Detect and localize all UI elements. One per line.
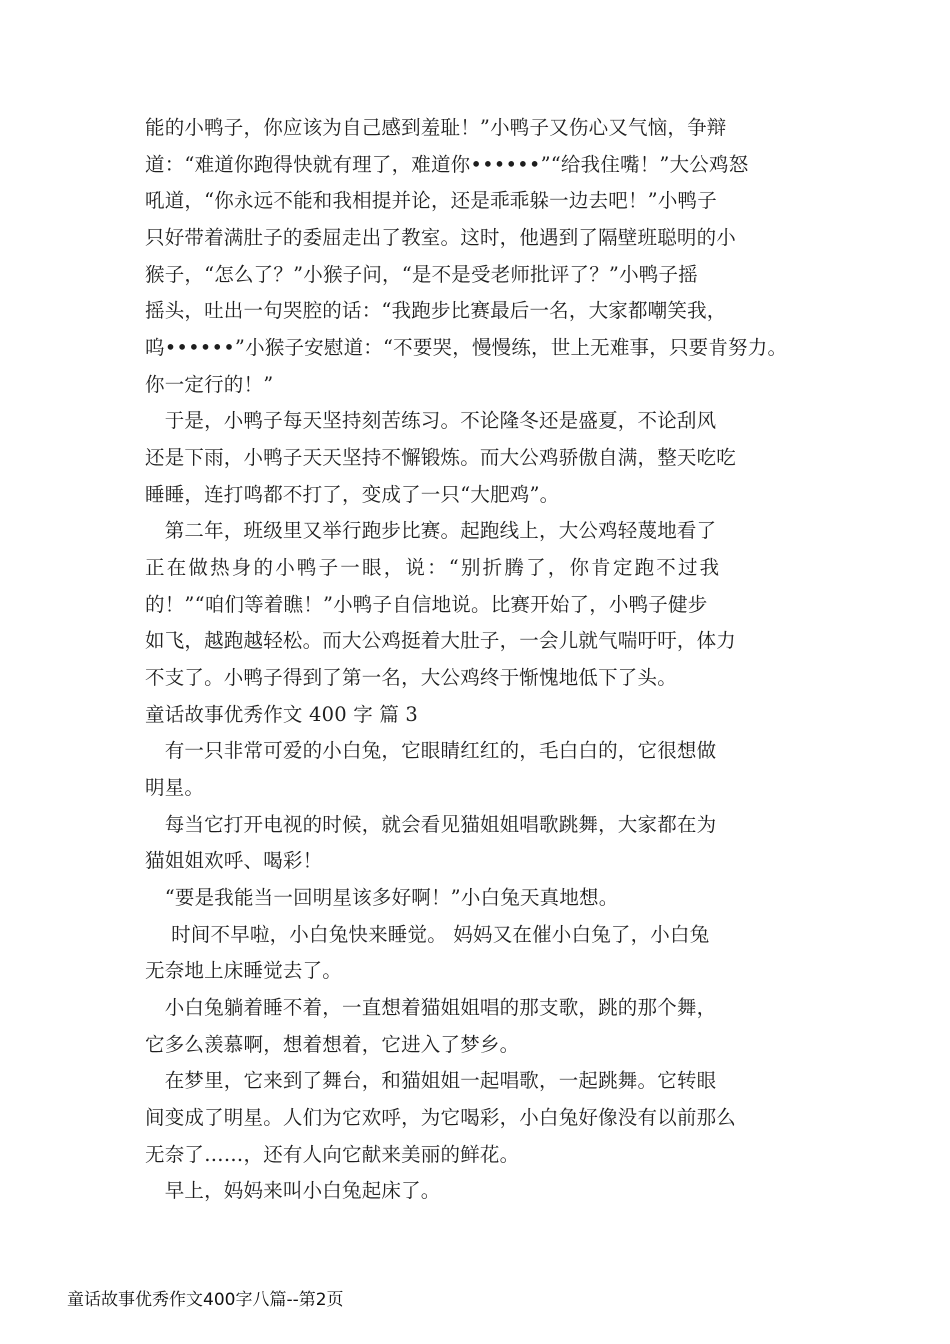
text-line: 早上，妈妈来叫小白兔起床了。 <box>145 1179 441 1202</box>
text-line: 呜••••••”小猴子安慰道：“不要哭，慢慢练，世上无难事，只要肯努力。 <box>145 336 788 359</box>
text-line: 无奈了……，还有人向它献来美丽的鲜花。 <box>145 1143 520 1166</box>
text-line: 不支了。小鸭子得到了第一名，大公鸡终于惭愧地低下了头。 <box>145 666 677 689</box>
text-line: 还是下雨，小鸭子天天坚持不懈锻炼。而大公鸡骄傲自满，整天吃吃 <box>145 446 737 469</box>
text-line: 猫姐姐欢呼、喝彩！ <box>145 849 323 872</box>
page-footer: 童话故事优秀作文400字八篇--第2页 <box>67 1290 344 1310</box>
text-line: 只好带着满肚子的委屈走出了教室。这时，他遇到了隔壁班聪明的小 <box>145 226 737 249</box>
text-line: 时间不早啦，小白兔快来睡觉。 妈妈又在催小白兔了，小白兔 <box>145 923 710 946</box>
text-line: 猴子，“怎么了？”小猴子问，“是不是受老师批评了？”小鸭子摇 <box>145 263 698 286</box>
section-heading: 童话故事优秀作文 400 字 篇 3 <box>145 703 419 726</box>
text-line: 在梦里，它来到了舞台，和猫姐姐一起唱歌，一起跳舞。它转眼 <box>145 1069 717 1092</box>
text-line: 明星。 <box>145 776 205 799</box>
text-line: 的！”“咱们等着瞧！”小鸭子自信地说。比赛开始了，小鸭子健步 <box>145 593 708 616</box>
text-line: 睡睡，连打鸣都不打了，变成了一只“大肥鸡”。 <box>145 483 560 506</box>
text-line: 吼道，“你永远不能和我相提并论，还是乖乖躲一边去吧！”小鸭子 <box>145 189 717 212</box>
text-line: “要是我能当一回明星该多好啊！”小白兔天真地想。 <box>145 886 619 909</box>
text-line: 无奈地上床睡觉去了。 <box>145 959 343 982</box>
text-line: 第二年，班级里又举行跑步比赛。起跑线上，大公鸡轻蔑地看了 <box>145 519 717 542</box>
text-line: 道：“难道你跑得快就有理了，难道你••••••”“给我住嘴！”大公鸡怒 <box>145 153 749 176</box>
text-line: 你一定行的！” <box>145 373 274 396</box>
text-line: 它多么羡慕啊，想着想着，它进入了梦乡。 <box>145 1033 520 1056</box>
text-line: 如飞，越跑越轻松。而大公鸡挺着大肚子，一会儿就气喘吁吁，体力 <box>145 629 737 652</box>
text-line: 间变成了明星。人们为它欢呼，为它喝彩，小白兔好像没有以前那么 <box>145 1106 737 1129</box>
text-line: 正在做热身的小鸭子一眼，说：“别折腾了，你肯定跑不过我 <box>145 556 722 579</box>
text-line: 小白兔躺着睡不着，一直想着猫姐姐唱的那支歌，跳的那个舞， <box>145 996 717 1019</box>
text-line: 摇头，吐出一句哭腔的话：“我跑步比赛最后一名，大家都嘲笑我， <box>145 299 727 322</box>
text-line: 有一只非常可爱的小白兔，它眼睛红红的，毛白白的，它很想做 <box>145 739 717 762</box>
text-line: 于是，小鸭子每天坚持刻苦练习。不论隆冬还是盛夏，不论刮风 <box>145 409 717 432</box>
text-line: 每当它打开电视的时候，就会看见猫姐姐唱歌跳舞，大家都在为 <box>145 813 717 836</box>
text-line: 能的小鸭子，你应该为自己感到羞耻！”小鸭子又伤心又气恼，争辩 <box>145 116 727 139</box>
